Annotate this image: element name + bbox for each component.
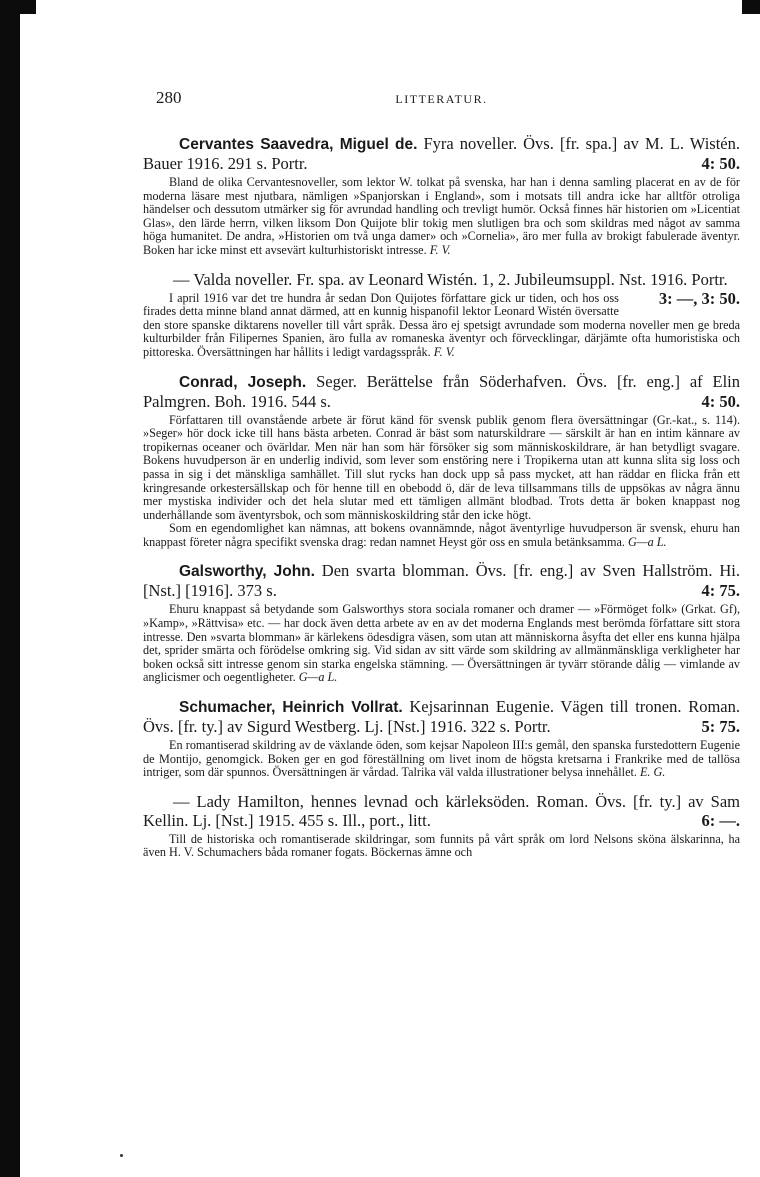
entry-author: Galsworthy, John. — [179, 563, 315, 581]
review-text: Ehuru knappast så betydande som Galsworthys stora sociala romaner och dramer — »Förmöget folk» (Grkat. Gf), »Kamp», »Rättvisa» etc. — har dock även detta arbete av en av det moderna Englands mest berömda författare sitt stora intresse. Den »svarta blomman» är kärlekens ödesdigra väsen, som utan att människorna åsyfta det eller ens kunna hjälpa det, sprider smärta och förödelse omkring sig. Vid sidan av sitt värde som skildring av allmänmänskliga verkligheter har boken också sitt intresse genom sin starka engelska stämning. — Översättningen är tyvärr störande dålig — vimlande av anglicismer och oegentligheter. — [143, 602, 740, 685]
entry-title: Den svarta blomman. Övs. [fr. eng.] av Sven Hallström. Hi. [Nst.] [1916]. 373 s. — [143, 561, 740, 601]
review-text: En romantiserad skildring av de växlande öden, som kejsar Napoleon III:s gemål, den spanska furstedottern Eugenie de Montijo, genomgick. Boken ger en god föreställning om livet inom de högsta kretsarna i Frankrike med de tallösa intriger, som där spunnos. Översättningen är vårdad. Talrika väl valda illustrationer belysa innehållet. — [143, 738, 740, 780]
entry-heading — [143, 697, 740, 736]
entry-heading — [143, 134, 740, 173]
entry-title: Kejsarinnan Eugenie. Vägen till tronen. Roman. Övs. [fr. ty.] av Sigurd Westberg. Lj. [Nst.] 1916. 322 s. Portr. — [143, 697, 740, 737]
entry-heading — [143, 372, 740, 411]
entry-title: — Lady Hamilton, hennes levnad och kärleksöden. Roman. Övs. [fr. ty.] av Sam Kellin. Lj. [Nst.] 1915. 455 s. Ill., port., litt. — [143, 791, 740, 830]
scan-edge-top-left — [0, 0, 36, 14]
review-signature: G—a L. — [627, 534, 667, 549]
review-text: Till de historiska och romantiserade skildringar, som funnits på vårt språk om lord Nelsons sköna älskarinna, ha även H. V. Schumachers båda romaner fogats. Böckernas ämne och — [143, 831, 740, 860]
entry-cervantes-fyra-noveller — [143, 134, 740, 258]
entry-cervantes-valda-noveller — [143, 270, 740, 360]
scan-gutter — [0, 0, 20, 1177]
review-signature: G—a L. — [298, 670, 338, 685]
review-signature: F. V. — [429, 242, 451, 257]
review-text: I april 1916 var det tre hundra år sedan Don Quijotes författare gick ur tiden, och hos oss firades detta minne bland annat därmed, att en kunnig hispanofil lektor Leonard Wistén översatte den store spanske diktarens noveller till vårt språk. Dessa äro ej spetsigt avrundade som moderna noveller men ge breda kulturbilder från Filipernes Spanien, äro fulla av romaneska äventyr och förvecklingar, därjämte ofta humoristiska och pittoreska. Översättningen har hållits i ledigt vardagsspråk. — [143, 290, 740, 359]
review-signature: E. G. — [639, 765, 666, 780]
review-paragraph-2 — [143, 522, 740, 549]
entry-price: 4: 50. — [701, 391, 740, 411]
entry-price: 4: 50. — [701, 154, 740, 173]
page-number: 280 — [156, 88, 182, 107]
scan-edge-top-right — [742, 0, 760, 14]
review-text: Bland de olika Cervantesnoveller, som lektor W. tolkat på svenska, har han i denna samling placerat en av de för moderna läsare mest njutbara, nämligen »Spanjorskan i England», som i motsats till andra icke har alltför otroliga händelser och dessutom utmärker sig för avrundad handling och trevligt humör. Också finnes här historien om »Licentiat Glas», den lärde herrn, vilken liksom Don Quijote blir tokig men slutligen bra och som skildras med något av samma höga humanitet. De andra, »Historien om två unga damer» och »Cornelia», äro mer fulla av brokigt fabulerade äventyr. Boken har icke minst ett avsevärt kulturhistoriskt intresse. — [143, 175, 740, 257]
entry-schumacher-lady-hamilton — [143, 792, 740, 860]
entry-price: 3: —, 3: 50. — [658, 288, 740, 308]
entry-author: Cervantes Saavedra, Miguel de. — [179, 136, 418, 153]
entry-conrad-seger — [143, 372, 740, 550]
entry-price: 4: 75. — [701, 581, 740, 601]
entry-review — [143, 739, 740, 780]
entry-review — [143, 603, 740, 685]
entry-review — [143, 833, 740, 860]
entry-schumacher-eugenie — [143, 697, 740, 780]
review-signature: F. V. — [433, 344, 455, 359]
entry-title: Seger. Berättelse från Söderhafven. Övs. [fr. eng.] af Elin Palmgren. Boh. 1916. 544 s. — [143, 371, 741, 411]
entry-heading — [143, 269, 740, 308]
entry-heading — [143, 792, 740, 830]
entry-author: Schumacher, Heinrich Vollrat. — [179, 699, 403, 717]
entry-title: Fyra noveller. Övs. [fr. spa.] av M. L. Wistén. Bauer 1916. 291 s. Portr. — [143, 134, 740, 173]
page-header — [143, 88, 740, 122]
entry-price: 6: —. — [701, 810, 740, 830]
book-page — [143, 88, 740, 860]
entry-price: 5: 75. — [701, 717, 740, 737]
review-text: Författaren till ovanstående arbete är förut känd för svensk publik genom flera översättningar (Gr.-kat., s. 114). »Seger» hör dock icke till hans bästa arbeten. Conrad är bäst som naturskildrare — särskilt är han en intim kännare av tropikernas oceaner och övärldar. Men när han som här försöker sig som människoskildrare, är han betydligt svagare. Bokens huvudperson är en underlig individ, som lever som enstöring nere i Tropikerna utan att kunna slita sig loss och passa in sig i det mänskliga samhället. Till slut rycks han dock upp så pass mycket, att han räddar en flicka från ett kringresande orkestersällskap och för henne till en obebodd ö, där de leva tillsammans tills de uppsökas av några ännu mer mystiska individer och det hela slutar med ett tämligen allmänt blodbad. Trots detta är boken knappast nog underhållande som äventyrsbok, och som människoskildring står den icke högt. — [143, 412, 740, 522]
margin-dot — [120, 1154, 123, 1157]
entry-title: — Valda noveller. Fr. spa. av Leonard Wistén. 1, 2. Jubileumsuppl. Nst. 1916. Portr. — [173, 269, 728, 289]
entry-review — [143, 176, 740, 258]
running-title: LITTERATUR. — [395, 92, 488, 106]
entry-author: Conrad, Joseph. — [179, 373, 307, 391]
entry-heading — [143, 561, 740, 600]
entry-galsworthy-svarta-blomman — [143, 561, 740, 685]
entry-review — [143, 414, 740, 550]
review-text: Som en egendomlighet kan nämnas, att bokens ovannämnde, något äventyrlige huvudperson är svensk, ehuru han knappast företer några specifikt svenska drag: redan namnet Heyst gör oss en smula betänksamma. — [143, 521, 740, 549]
